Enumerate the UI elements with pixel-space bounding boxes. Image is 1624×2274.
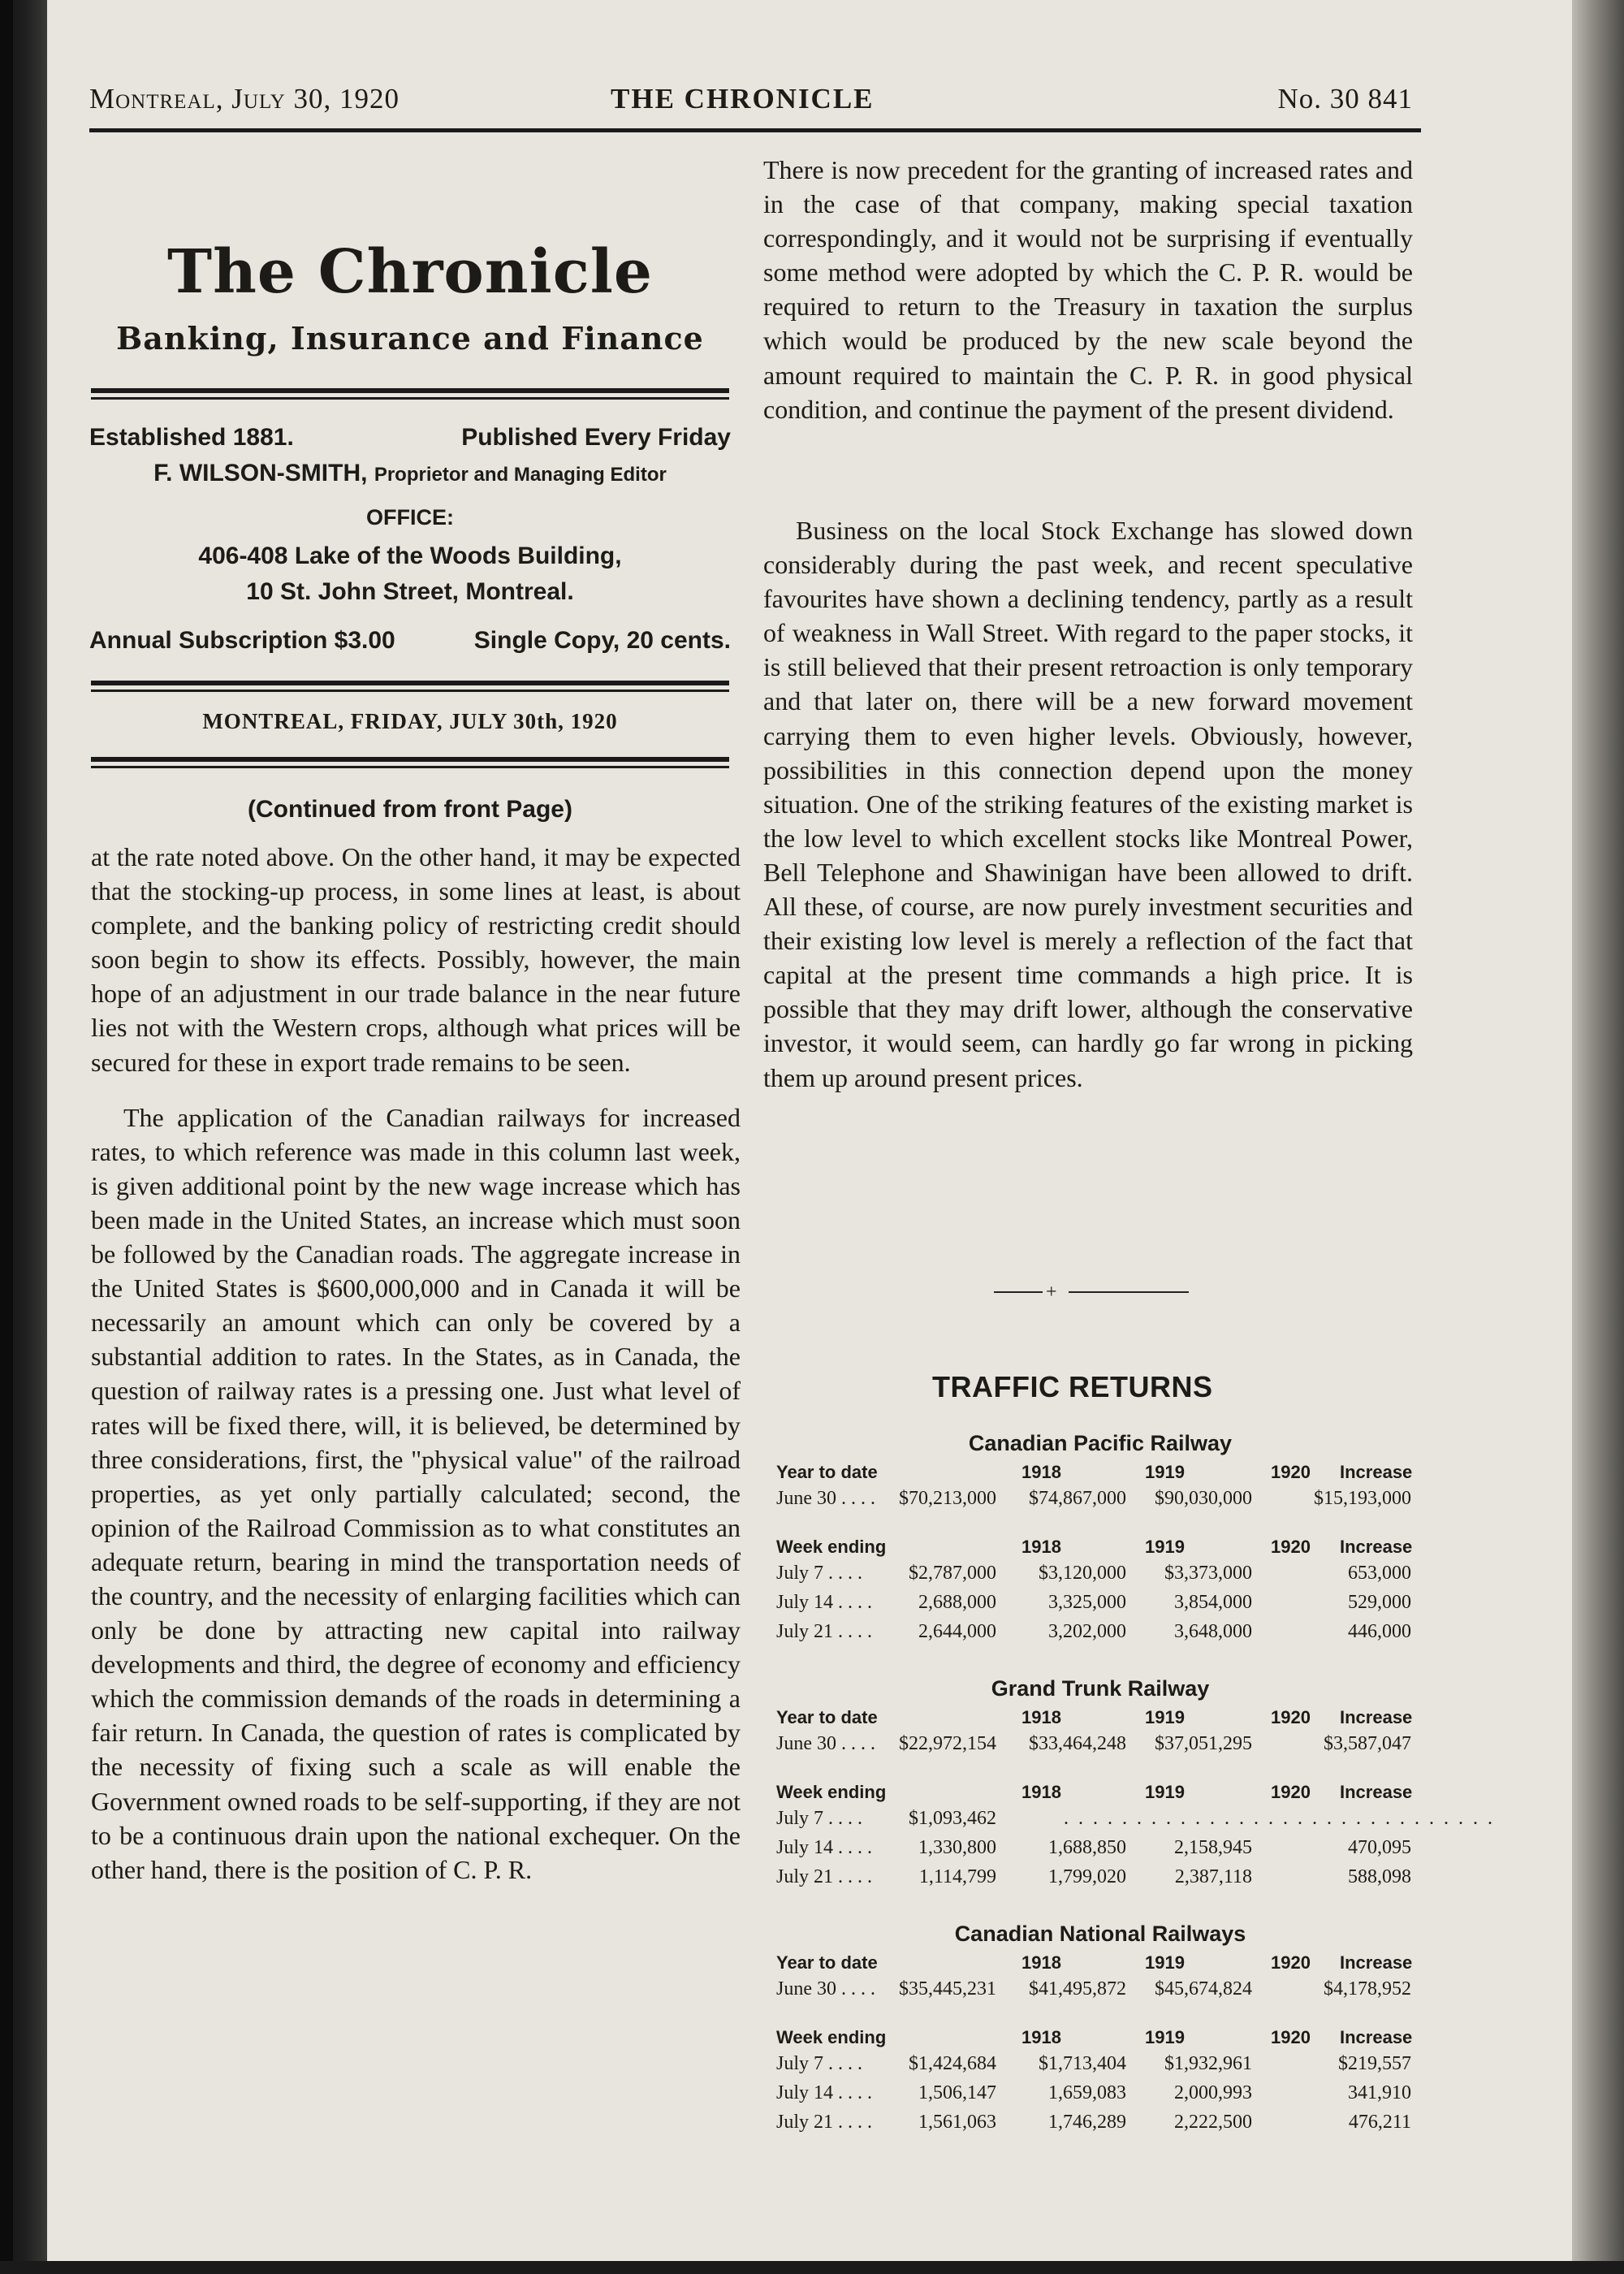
table-cell: 2,158,945 (1174, 1837, 1252, 1858)
table-cell: $4,178,952 (1324, 1978, 1411, 1999)
table-cell: July 14 . . . . (776, 1837, 873, 1858)
table-cell: 446,000 (1348, 1621, 1411, 1642)
table-cell: July 14 . . . . (776, 2082, 873, 2103)
table-cell: $3,120,000 (1039, 1563, 1126, 1584)
header-cell: Year to date (776, 1707, 878, 1727)
table-cell: June 30 . . . . (776, 1978, 875, 1999)
right-column-text-top (763, 153, 1413, 426)
table-header-row (771, 1462, 1429, 1491)
scan-border-left (0, 0, 47, 2274)
table-cell: 2,222,500 (1174, 2112, 1252, 2133)
running-head-date: Montreal, July 30, 1920 (89, 83, 400, 115)
table-cell: June 30 . . . . (776, 1733, 875, 1754)
table-row (771, 1978, 1429, 2008)
table-cell: 2,688,000 (918, 1592, 996, 1613)
paragraph: There is now precedent for the granting of increased rates and in the case of that company, making special taxation correspondingly, and it would not be surprising if eventually some method were adopted by which the C. P. R. would be required to return to the Treasury in taxation the surplus which would be produced by the new scale beyond the amount required to maintain the C. P. R. in good physical condition, and continue the payment of the present dividend. (763, 155, 1413, 424)
table-cell: 470,095 (1348, 1837, 1411, 1858)
established-text: Established 1881. (89, 424, 294, 451)
header-cell: Week ending (776, 1537, 887, 1557)
table-cell: $22,972,154 (899, 1733, 996, 1754)
table-row (771, 1488, 1429, 1517)
single-copy-text: Single Copy, 20 cents. (473, 627, 731, 654)
table-row (771, 2082, 1429, 2112)
table-cell: 529,000 (1348, 1592, 1411, 1613)
table-cell: 3,325,000 (1048, 1592, 1126, 1613)
table-cell: 1,561,063 (918, 2112, 996, 2133)
right-column-text-middle (763, 513, 1413, 1095)
table-header-row (771, 1537, 1429, 1566)
table-cell: $15,193,000 (1314, 1488, 1411, 1509)
header-cell: Increase (1340, 1782, 1413, 1802)
table-cell: June 30 . . . . (776, 1488, 875, 1509)
masthead-title: The Chronicle (167, 237, 653, 307)
dateline-double-rule (91, 757, 729, 768)
header-cell: 1918 (1021, 1707, 1061, 1727)
header-cell: Year to date (776, 1462, 878, 1482)
address-line-1: 406-408 Lake of the Woods Building, (198, 543, 622, 569)
header-cell: 1919 (1145, 1537, 1185, 1557)
table-cell: 3,854,000 (1174, 1592, 1252, 1613)
table-row (771, 1621, 1429, 1650)
table-cell: $74,867,000 (1029, 1488, 1126, 1509)
header-cell: 1920 (1271, 1782, 1311, 1802)
header-cell: 1920 (1271, 1952, 1311, 1973)
scan-border-bottom (0, 2261, 1624, 2274)
table-cell: 1,746,289 (1048, 2112, 1126, 2133)
table-cell: July 7 . . . . (776, 1808, 863, 1829)
table-cell: $70,213,000 (899, 1488, 996, 1509)
section-divider-ornament: + (994, 1291, 1189, 1295)
paragraph: The application of the Canadian railways for increased rates, to which reference was made in this column last week, is given additional point by the new wage increase which has been made in the United States, an increase which must soon be followed by the Canadian roads. The aggregate increase in the United States is $600,000,000 and in Canada it will be necessarily an amount which can only be covered by a substantial addition to rates. In the States, as in Canada, the question of railway rates is a pressing one. Just what level of rates will be fixed there, will, it is believed, be determined by three considerations, first, the "physical value" of the railroad properties, as yet only partially calculated; second, the opinion of the Railroad Commission as to what constitutes an adequate return, bearing in mind the transportation needs of the country, and the necessity of enlarging facilities which can only be done by attracting new capital into railway developments and third, the degree of economy and efficiency which the commission demands of the roads in determining a fair return. In Canada, the question of rates is complicated by the necessity of fixing such a scale as will enable the Government owned roads to be self-supporting, if they are not to be a continuous drain upon the national exchequer. On the other hand, there is the position of C. P. R. (91, 1102, 741, 1884)
dot-leader: . . . . . . . . . . . . . . . . . . . . . . . . . . . . . . (1064, 1808, 1495, 1829)
table-header-row (771, 1782, 1429, 1811)
masthead (89, 236, 731, 357)
published-text: Published Every Friday (461, 424, 731, 451)
subscription-text: Annual Subscription $3.00 (89, 627, 395, 654)
table-cell: 476,211 (1348, 2112, 1411, 2133)
address-line-2: 10 St. John Street, Montreal. (246, 578, 574, 605)
header-cell: Increase (1340, 1707, 1413, 1727)
table-cell: 341,910 (1348, 2082, 1411, 2103)
running-head-title: THE CHRONICLE (611, 83, 875, 115)
table-header-row (771, 2027, 1429, 2056)
table-cell: $90,030,000 (1155, 1488, 1252, 1509)
header-cell: 1920 (1271, 2027, 1311, 2047)
office-label: OFFICE: (366, 505, 454, 530)
header-cell: 1918 (1021, 1782, 1061, 1802)
header-cell: 1918 (1021, 2027, 1061, 2047)
table-cell: 1,799,020 (1048, 1866, 1126, 1887)
left-column-text (91, 840, 741, 1887)
table-cell: $3,587,047 (1324, 1733, 1411, 1754)
header-rule (89, 128, 1421, 132)
table-cell: 653,000 (1348, 1563, 1411, 1584)
table-cell: $2,787,000 (909, 1563, 996, 1584)
header-cell: Week ending (776, 1782, 887, 1802)
table-header-row (771, 1952, 1429, 1982)
table-cell: $35,445,231 (899, 1978, 996, 1999)
header-cell: 1918 (1021, 1462, 1061, 1482)
header-cell: 1920 (1271, 1537, 1311, 1557)
header-cell: Increase (1340, 2027, 1413, 2047)
table-cell: $45,674,824 (1155, 1978, 1252, 1999)
editor-name: F. WILSON-SMITH, (153, 460, 368, 486)
table-cell: July 7 . . . . (776, 2053, 863, 2074)
table-row (771, 1808, 1495, 1837)
table-cell: July 21 . . . . (776, 1866, 873, 1887)
header-cell: 1919 (1145, 2027, 1185, 2047)
table-cell: July 21 . . . . (776, 2112, 873, 2133)
table-cell: $3,373,000 (1164, 1563, 1252, 1584)
header-cell: 1919 (1145, 1707, 1185, 1727)
header-cell: 1919 (1145, 1462, 1185, 1482)
masthead-double-rule (91, 388, 729, 400)
table-cell: $1,424,684 (909, 2053, 996, 2074)
table-cell: 2,000,993 (1174, 2082, 1252, 2103)
header-cell: 1919 (1145, 1782, 1185, 1802)
dateline: MONTREAL, FRIDAY, JULY 30th, 1920 (202, 709, 618, 733)
header-cell: 1919 (1145, 1952, 1185, 1973)
running-head (89, 83, 1413, 122)
table-row (771, 1733, 1429, 1762)
header-cell: 1918 (1021, 1952, 1061, 1973)
railway-name: Canadian National Railways (954, 1922, 1246, 1946)
table-cell: $1,093,462 (909, 1808, 996, 1829)
railway-name: Grand Trunk Railway (991, 1676, 1210, 1701)
table-cell: $41,495,872 (1029, 1978, 1126, 1999)
running-head-page-number: No. 30 841 (1277, 83, 1413, 115)
header-cell: 1920 (1271, 1462, 1311, 1482)
header-cell: Year to date (776, 1952, 878, 1973)
table-row (771, 1563, 1429, 1592)
table-cell: 3,648,000 (1174, 1621, 1252, 1642)
header-cell: Increase (1340, 1952, 1413, 1973)
table-cell: July 7 . . . . (776, 1563, 863, 1584)
table-row (771, 1837, 1429, 1866)
header-cell: Increase (1340, 1537, 1413, 1557)
table-cell: July 21 . . . . (776, 1621, 873, 1642)
table-row (771, 2112, 1429, 2141)
table-cell: 1,659,083 (1048, 2082, 1126, 2103)
railway-name: Canadian Pacific Railway (968, 1431, 1233, 1455)
table-row (771, 1592, 1429, 1621)
table-header-row (771, 1707, 1429, 1736)
table-cell: 2,644,000 (918, 1621, 996, 1642)
editor-title: Proprietor and Managing Editor (374, 464, 667, 486)
table-cell: $219,557 (1338, 2053, 1411, 2074)
continued-heading: (Continued from front Page) (248, 796, 572, 823)
scan-border-right (1572, 0, 1624, 2274)
header-cell: 1918 (1021, 1537, 1061, 1557)
masthead-subtitle: Banking, Insurance and Finance (116, 320, 704, 357)
table-cell: 1,330,800 (918, 1837, 996, 1858)
table-cell: $1,932,961 (1164, 2053, 1252, 2074)
header-cell: Week ending (776, 2027, 887, 2047)
traffic-returns-title: TRAFFIC RETURNS (932, 1370, 1213, 1403)
table-cell: 2,387,118 (1174, 1866, 1252, 1887)
header-cell: 1920 (1271, 1707, 1311, 1727)
header-cell: Increase (1340, 1462, 1413, 1482)
table-cell: 588,098 (1348, 1866, 1411, 1887)
table-cell: 3,202,000 (1048, 1621, 1126, 1642)
paragraph: Business on the local Stock Exchange has slowed down considerably during the past week, and recent speculative favourites have shown a declining tendency, partly as a result of weakness in Wall Street. With regard to the paper stocks, it is still believed that their present retroaction is only temporary and that later on, there will be a new forward movement carrying them to even higher levels. Obviously, however, possibilities in this connection depend upon the money situation. One of the striking features of the existing market is the low level to which excellent stocks like Montreal Power, Bell Telephone and Shawinigan have been allowed to drift. All these, of course, are now purely investment securities and their existing low level is merely a reflection of the fact that capital at the present time commands a high price. It is possible that they may drift lower, although the conservative investor, it would seem, can hardly go far wrong in picking them up around present prices. (763, 516, 1413, 1092)
paragraph: at the rate noted above. On the other hand, it may be expected that the stocking-up process, in some lines at least, is about complete, and the banking policy of restricting credit should soon begin to show its effects. Possibly, however, the main hope of an adjustment in our trade balance in the near future lies not with the Western crops, although what prices will be secured for these in export trade remains to be seen. (91, 842, 741, 1077)
table-cell: 1,688,850 (1048, 1837, 1126, 1858)
table-cell: July 14 . . . . (776, 1592, 873, 1613)
info-double-rule (91, 681, 729, 692)
table-row (771, 2053, 1429, 2082)
table-cell: 1,506,147 (918, 2082, 996, 2103)
table-cell: $37,051,295 (1155, 1733, 1252, 1754)
table-row (771, 1866, 1429, 1896)
table-cell: 1,114,799 (918, 1866, 996, 1887)
table-cell: $33,464,248 (1029, 1733, 1126, 1754)
table-cell: $1,713,404 (1039, 2053, 1126, 2074)
